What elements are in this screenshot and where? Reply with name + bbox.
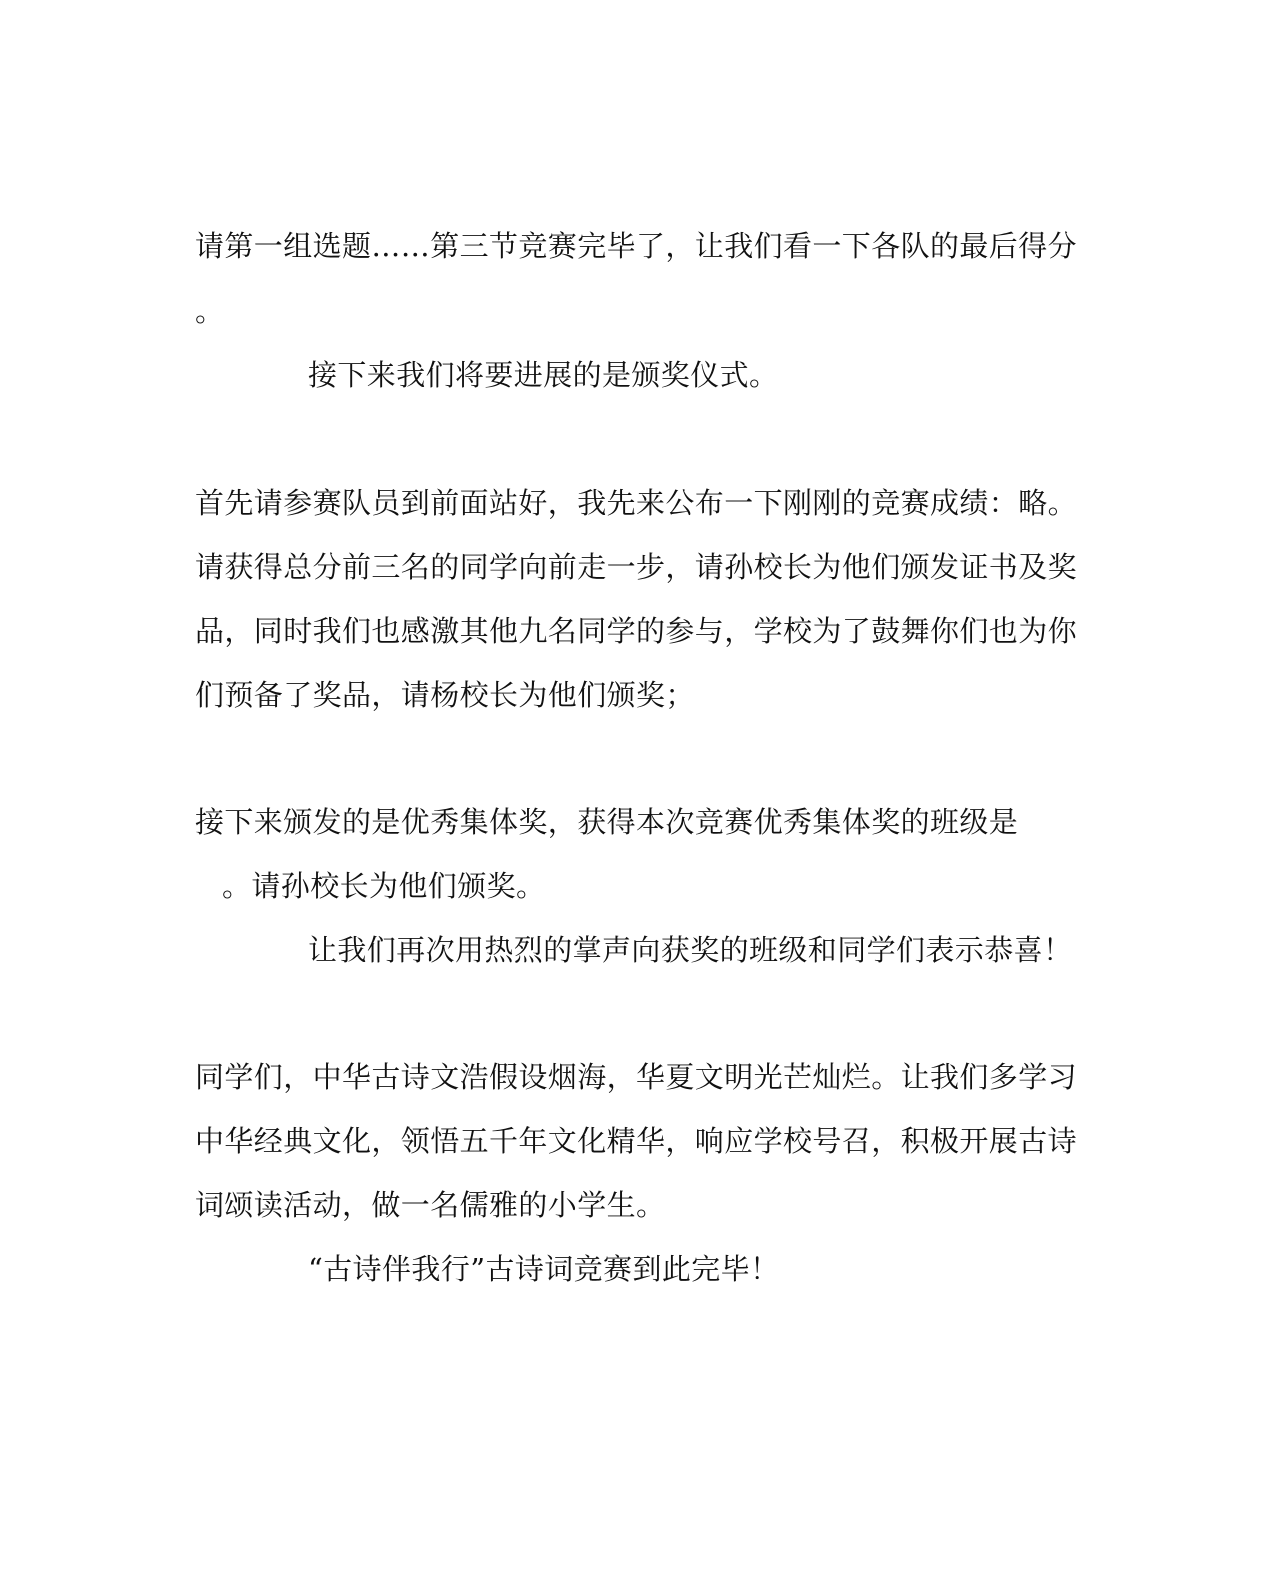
text-line: 中华经典文化，领悟五千年文化精华，响应学校号召，积极开展古诗 — [195, 1124, 1078, 1158]
text-line: 。请孙校长为他们颁奖。 — [222, 869, 546, 903]
text-line: 词颂读活动，做一名儒雅的小学生。 — [195, 1188, 666, 1222]
text-line: 首先请参赛队员到前面站好，我先来公布一下刚刚的竞赛成绩：略。 — [195, 486, 1078, 520]
text-line: “古诗伴我行”古诗词竞赛到此完毕！ — [308, 1252, 780, 1286]
text-line: 品，同时我们也感激其他九名同学的参与，学校为了鼓舞你们也为你 — [195, 614, 1078, 648]
text-line: 请获得总分前三名的同学向前走一步，请孙校长为他们颁发证书及奖 — [195, 550, 1078, 584]
text-line: 同学们，中华古诗文浩假设烟海，华夏文明光芒灿烂。让我们多学习 — [195, 1060, 1078, 1094]
text-line: 请第一组选题……第三节竞赛完毕了，让我们看一下各队的最后得分 — [195, 229, 1078, 263]
text-line: 。 — [195, 294, 225, 328]
text-line: 接下来我们将要进展的是颁奖仪式。 — [308, 358, 779, 392]
text-line: 们预备了奖品，请杨校长为他们颁奖； — [195, 678, 695, 712]
text-line: 接下来颁发的是优秀集体奖，获得本次竞赛优秀集体奖的班级是 — [195, 805, 1019, 839]
text-line: 让我们再次用热烈的掌声向获奖的班级和同学们表示恭喜！ — [308, 933, 1073, 967]
